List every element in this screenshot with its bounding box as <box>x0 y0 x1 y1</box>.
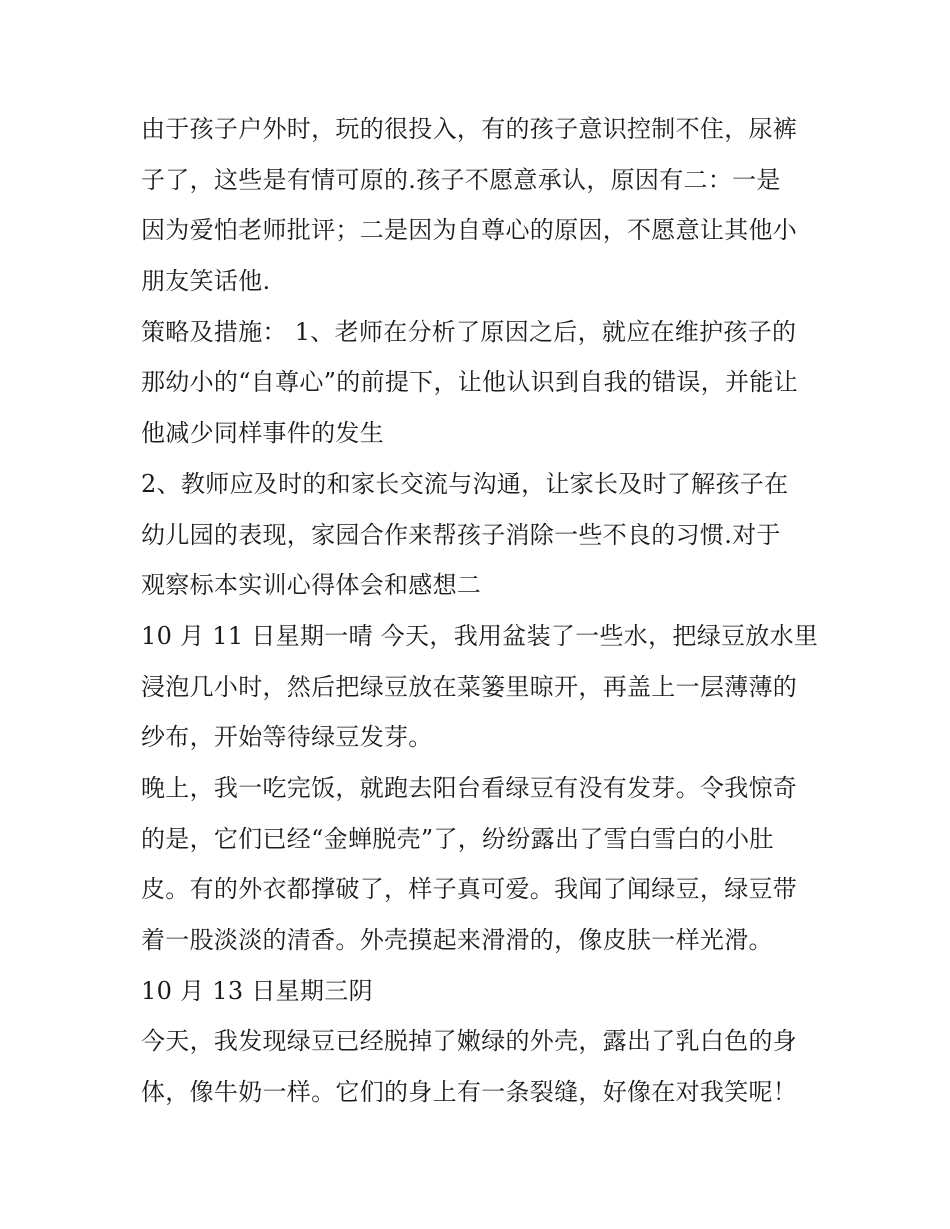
text-line: 那幼小的“自尊心”的前提下，让他认识到自我的错误，并能让 <box>141 368 798 397</box>
section-heading: 观察标本实训心得体会和感想二 <box>141 571 482 600</box>
text-line: 朋友笑话他. <box>141 267 271 296</box>
text-line: 晚上，我一吃完饭，就跑去阳台看绿豆有没有发芽。令我惊奇 <box>141 773 798 802</box>
date-line: 10 月 13 日星期三阴 <box>141 976 373 1005</box>
text-line: 因为爱怕老师批评；二是因为自尊心的原因，不愿意让其他小 <box>141 216 798 245</box>
text-line: 10 月 11 日星期一晴 今天，我用盆装了一些水，把绿豆放水里 <box>141 621 819 650</box>
text-line: 策略及措施： 1、老师在分析了原因之后，就应在维护孩子的 <box>141 317 797 346</box>
text-line: 他减少同样事件的发生 <box>141 419 384 448</box>
text-line: 体，像牛奶一样。它们的身上有一条裂缝，好像在对我笑呢！ <box>141 1078 798 1107</box>
text-line: 浸泡几小时，然后把绿豆放在菜篓里晾开，再盖上一层薄薄的 <box>141 672 798 701</box>
text-line: 的是，它们已经“金蝉脱壳”了，纷纷露出了雪白雪白的小肚 <box>141 824 774 853</box>
text-line: 着一股淡淡的清香。外壳摸起来滑滑的，像皮肤一样光滑。 <box>141 926 773 954</box>
text-line: 纱布，开始等待绿豆发芽。 <box>141 723 433 752</box>
document-body <box>141 104 821 1118</box>
text-line: 幼儿园的表现，家园合作来帮孩子消除一些不良的习惯.对于 <box>141 520 781 549</box>
text-line: 2、教师应及时的和家长交流与沟通，让家长及时了解孩子在 <box>141 469 789 498</box>
text-line: 皮。有的外衣都撑破了，样子真可爱。我闻了闻绿豆，绿豆带 <box>141 875 798 904</box>
text-line: 子了，这些是有情可原的.孩子不愿意承认，原因有二：一是 <box>141 165 781 194</box>
text-line: 今天，我发现绿豆已经脱掉了嫩绿的外壳，露出了乳白色的身 <box>141 1027 798 1056</box>
text-line: 由于孩子户外时，玩的很投入，有的孩子意识控制不住，尿裤 <box>141 115 798 143</box>
